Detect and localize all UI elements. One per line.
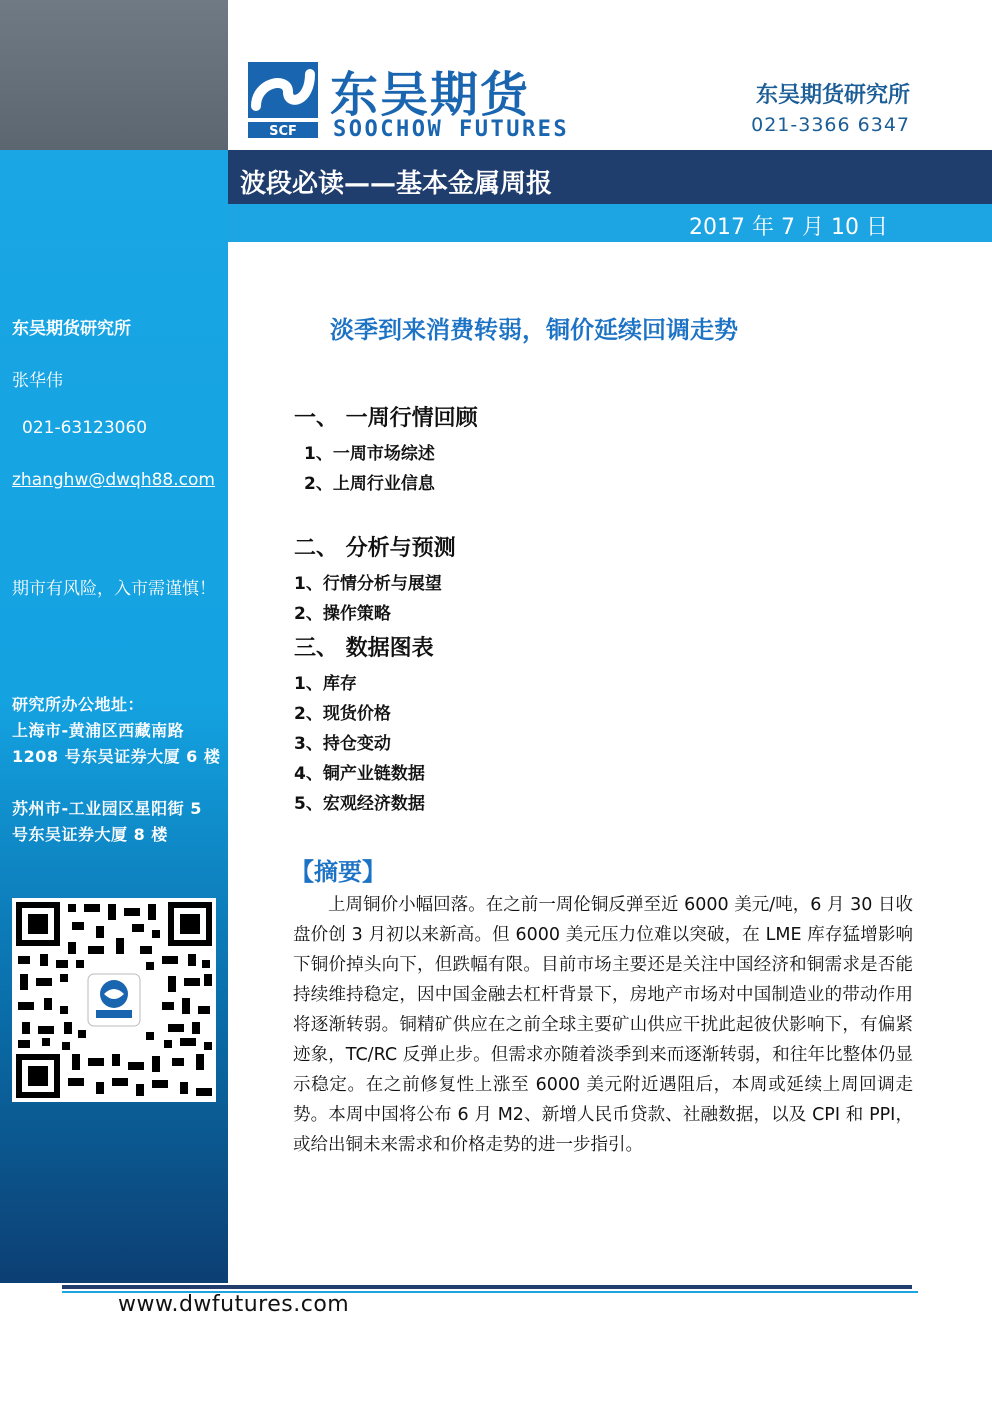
author-name: 张华伟	[12, 371, 63, 391]
company-name-en: SOOCHOW FUTURES	[333, 117, 570, 142]
address-label: 研究所办公地址：	[12, 695, 145, 714]
report-title: 波段必读——基本金属周报	[240, 169, 553, 199]
toc-item: 4、铜产业链数据	[294, 764, 425, 784]
toc-item: 5、宏观经济数据	[294, 794, 425, 814]
toc-item: 2、现货价格	[294, 704, 391, 724]
address-shanghai-line1: 上海市-黄浦区西藏南路	[12, 721, 185, 740]
report-headline: 淡季到来消费转弱，铜价延续回调走势	[330, 316, 738, 344]
logo-abbr: SCF	[269, 124, 297, 138]
report-date: 2017 年 7 月 10 日	[689, 215, 888, 240]
sidebar-institute: 东吴期货研究所	[12, 319, 131, 339]
header-institute: 东吴期货研究所	[755, 83, 910, 108]
address-suzhou-line1: 苏州市-工业园区星阳街 5	[12, 799, 202, 818]
footer-website-link[interactable]: www.dwfutures.com	[118, 1292, 350, 1317]
toc-section-3-title: 三、 数据图表	[294, 636, 434, 661]
toc-item: 2、操作策略	[294, 604, 391, 624]
header-phone: 021-3366 6347	[751, 114, 910, 136]
abstract-label: 【摘要】	[290, 858, 386, 886]
toc-item: 2、上周行业信息	[304, 474, 435, 494]
toc-section-1-title: 一、 一周行情回顾	[294, 406, 478, 431]
toc-item: 1、行情分析与展望	[294, 574, 442, 594]
toc-item: 3、持仓变动	[294, 734, 391, 754]
qr-code-image	[12, 898, 216, 1102]
author-email-link[interactable]: zhanghw@dwqh88.com	[12, 470, 215, 490]
risk-notice: 期市有风险，入市需谨慎！	[12, 579, 216, 599]
toc-section-2-title: 二、 分析与预测	[294, 536, 456, 561]
author-phone: 021-63123060	[22, 418, 148, 438]
footer-divider	[62, 1285, 912, 1289]
company-logo-icon	[248, 62, 318, 138]
abstract-text: 上周铜价小幅回落。在之前一周伦铜反弹至近 6000 美元/吨，6 月 30 日收盘价创 3 月初以来新高。但 6000 美元压力位难以突破，在 LME 库存猛增影响下铜价掉头向下，但跌幅有限。目前市场主要还是关注中国经济和铜需求是否能持续维持稳定，因中国金融去杠杆背景下，房地产市场对中国制造业的带动作用将逐渐转弱。铜精矿供应在之前全球主要矿山供应干扰此起彼伏影响下，有偏紧迹象，TC/RC 反弹止步。但需求亦随着淡季到来而逐渐转弱，和往年比整体仍显示稳定。在之前修复性上涨至 6000 美元附近遇阻后，本周或延续上周回调走势。本周中国将公布 6 月 M2、新增人民币贷款、社融数据，以及 CPI 和 PPI，或给出铜未来需求和价格走势的进一步指引。	[293, 895, 913, 1155]
address-suzhou-line2: 号东吴证券大厦 8 楼	[12, 825, 168, 844]
address-shanghai-line2: 1208 号东吴证券大厦 6 楼	[12, 747, 221, 766]
toc-item: 1、一周市场综述	[304, 444, 435, 464]
sidebar	[0, 0, 228, 1283]
toc-item: 1、库存	[294, 674, 357, 694]
title-band	[228, 150, 992, 204]
date-band	[228, 204, 992, 242]
company-name-cn: 东吴期货	[330, 67, 531, 123]
